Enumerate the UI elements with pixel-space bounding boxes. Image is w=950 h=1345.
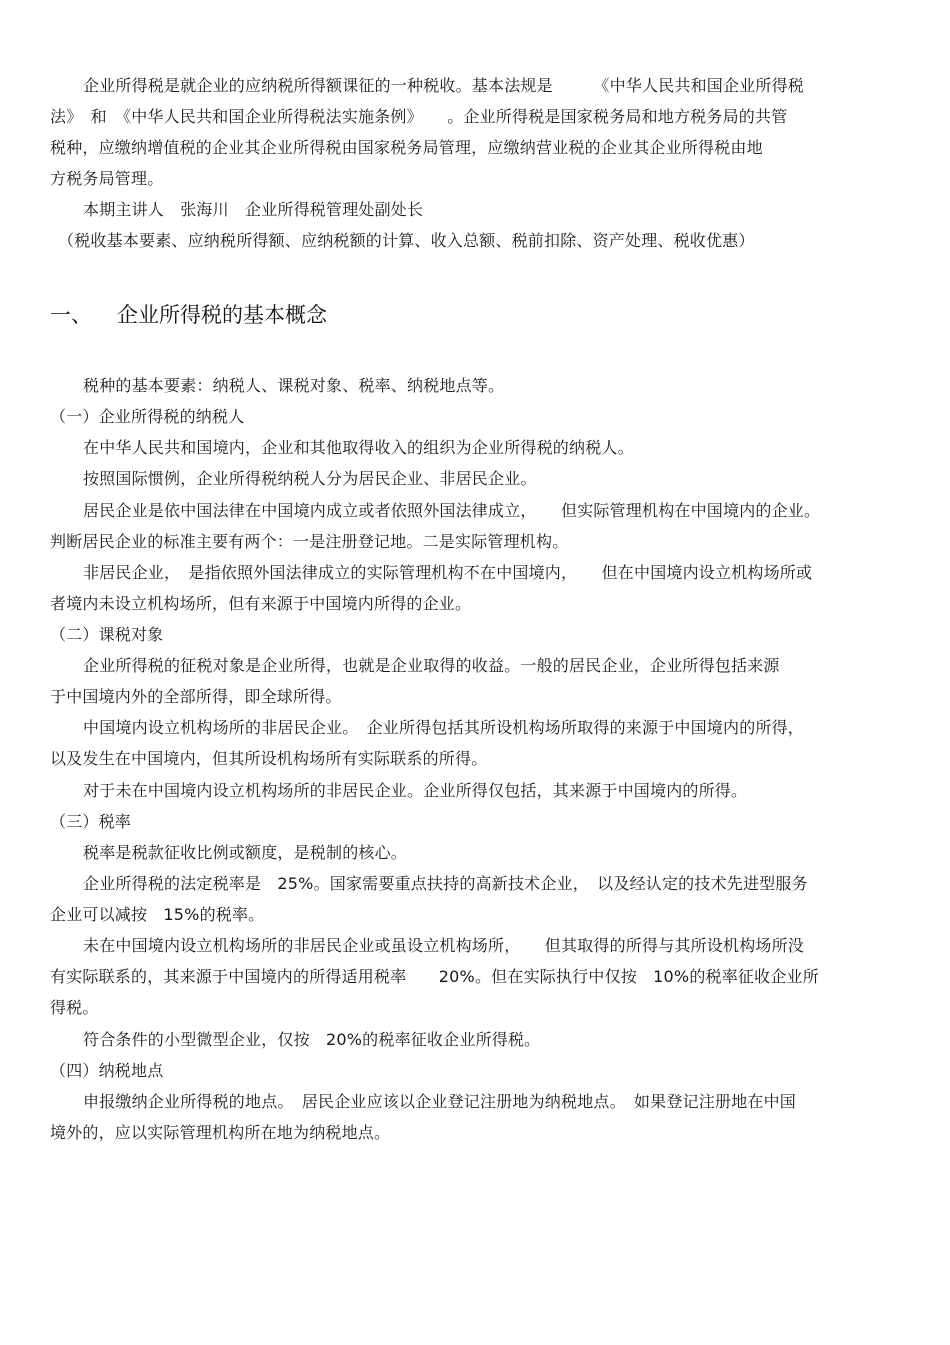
section-heading bbox=[50, 302, 327, 328]
sub4-line-1: 申报缴纳企业所得税的地点。 居民企业应该以企业登记注册地为纳税地点。 如果登记注册地在中国 bbox=[83, 1092, 797, 1111]
subsection-heading-1: （一）企业所得税的纳税人 bbox=[50, 407, 245, 426]
sub3-line-2: 企业所得税的法定税率是 25%。国家需要重点扶持的高新技术企业， 以及经认定的技术先进型服务 bbox=[83, 874, 808, 893]
sub2-line-5: 对于未在中国境内设立机构场所的非居民企业。企业所得仅包括，其来源于中国境内的所得。 bbox=[83, 781, 748, 800]
intro-line-4: 方税务局管理。 bbox=[50, 169, 164, 188]
subsection-heading-3: （三）税率 bbox=[50, 812, 132, 831]
sub3-line-5: 有实际联系的，其来源于中国境内的所得适用税率 20%。但在实际执行中仅按 10%的税率征收企业所 bbox=[50, 967, 819, 986]
sub1-line-2: 按照国际惯例，企业所得税纳税人分为居民企业、非居民企业。 bbox=[83, 469, 537, 488]
sub3-line-6: 得税。 bbox=[50, 998, 99, 1017]
sub4-line-2: 境外的，应以实际管理机构所在地为纳税地点。 bbox=[50, 1123, 391, 1142]
intro-line-1: 企业所得税是就企业的应纳税所得额课征的一种税收。基本法规是 《中华人民共和国企业所得税 bbox=[83, 76, 805, 95]
sub2-line-2: 于中国境内外的全部所得，即全球所得。 bbox=[50, 687, 342, 706]
section-title: 企业所得税的基本概念 bbox=[117, 303, 327, 327]
sub3-line-7: 符合条件的小型微型企业，仅按 20%的税率征收企业所得税。 bbox=[83, 1030, 541, 1049]
sub1-line-5: 非居民企业， 是指依照外国法律成立的实际管理机构不在中国境内， 但在中国境内设立机构场所或 bbox=[83, 563, 813, 582]
sub3-line-3: 企业可以减按 15%的税率。 bbox=[50, 905, 265, 924]
subsection-heading-2: （二）课税对象 bbox=[50, 625, 164, 644]
intro-line-3: 税种，应缴纳增值税的企业其企业所得税由国家税务局管理，应缴纳营业税的企业其企业所得税由地 bbox=[50, 138, 763, 157]
sub2-line-4: 以及发生在中国境内，但其所设机构场所有实际联系的所得。 bbox=[50, 749, 488, 768]
sub2-line-3: 中国境内设立机构场所的非居民企业。 企业所得包括其所设机构场所取得的来源于中国境内的所得， bbox=[83, 718, 805, 737]
elements-line: 税种的基本要素：纳税人、课税对象、税率、纳税地点等。 bbox=[83, 376, 505, 395]
sub1-line-4: 判断居民企业的标准主要有两个：一是注册登记地。二是实际管理机构。 bbox=[50, 532, 569, 551]
sub2-line-1: 企业所得税的征税对象是企业所得，也就是企业取得的收益。一般的居民企业，企业所得包括来源 bbox=[83, 656, 780, 675]
sub3-line-4: 未在中国境内设立机构场所的非居民企业或虽设立机构场所， 但其取得的所得与其所设机构场所没 bbox=[83, 936, 805, 955]
subsection-heading-4: （四）纳税地点 bbox=[50, 1061, 164, 1080]
sub1-line-6: 者境内未设立机构场所，但有来源于中国境内所得的企业。 bbox=[50, 594, 472, 613]
sub1-line-3: 居民企业是依中国法律在中国境内成立或者依照外国法律成立， 但实际管理机构在中国境内的企业。 bbox=[83, 501, 821, 520]
section-number: 一、 bbox=[50, 303, 92, 327]
sub1-line-1: 在中华人民共和国境内，企业和其他取得收入的组织为企业所得税的纳税人。 bbox=[83, 438, 634, 457]
speaker-line: 本期主讲人 张海川 企业所得税管理处副处长 bbox=[83, 200, 424, 219]
sub3-line-1: 税率是税款征收比例或额度，是税制的核心。 bbox=[83, 843, 408, 862]
topics-line: （税收基本要素、应纳税所得额、应纳税额的计算、收入总额、税前扣除、资产处理、税收优惠） bbox=[58, 231, 755, 250]
intro-line-2: 法》 和 《中华人民共和国企业所得税法实施条例》 。企业所得税是国家税务局和地方税务局的共管 bbox=[50, 107, 788, 126]
